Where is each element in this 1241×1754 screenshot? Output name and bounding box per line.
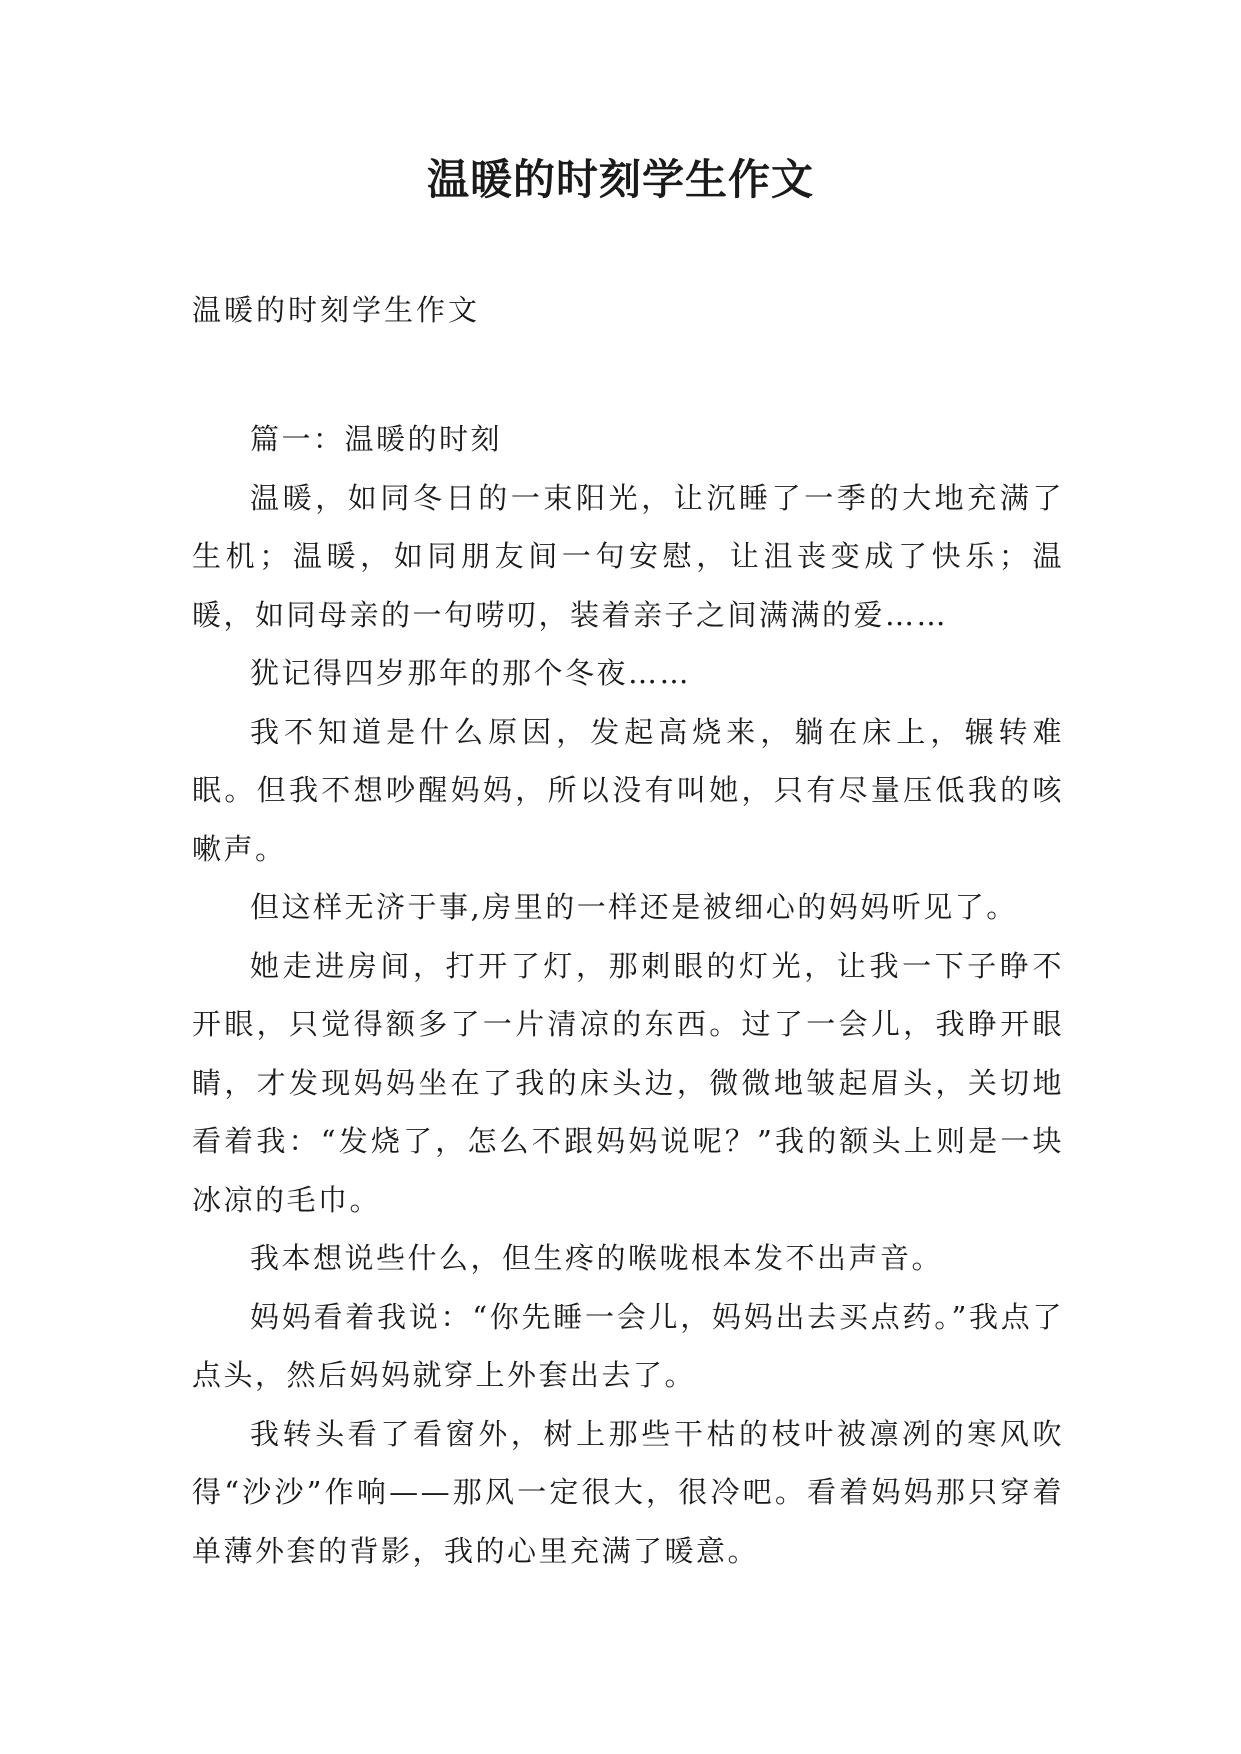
paragraph: 她走进房间，打开了灯，那刺眼的灯光，让我一下子睁不开眼，只觉得额多了一片清凉的东西。过了一会儿，我睁开眼睛，才发现妈妈坐在了我的床头边，微微地皱起眉头，关切地看着我：“发烧了，怎么不跟妈妈说呢？”我的额头上则是一块冰凉的毛巾。 xyxy=(192,948,1064,1217)
paragraph: 妈妈看着我说：“你先睡一会儿，妈妈出去买点药。”我点了点头，然后妈妈就穿上外套出去了。 xyxy=(192,1299,1064,1392)
paragraph: 犹记得四岁那年的那个冬夜…… xyxy=(250,656,692,690)
paragraph: 我转头看了看窗外，树上那些干枯的枝叶被凛冽的寒风吹得“沙沙”作响——那风一定很大，很冷吧。看着妈妈那只穿着单薄外套的背影，我的心里充满了暖意。 xyxy=(192,1416,1064,1568)
paragraph: 我不知道是什么原因，发起高烧来，躺在床上，辗转难眠。但我不想吵醒妈妈，所以没有叫她，只有尽量压低我的咳嗽声。 xyxy=(192,714,1064,866)
paragraph: 温暖，如同冬日的一束阳光，让沉睡了一季的大地充满了生机；温暖，如同朋友间一句安慰，让沮丧变成了快乐；温暖，如同母亲的一句唠叨，装着亲子之间满满的爱…… xyxy=(192,480,1064,632)
document-title: 温暖的时刻学生作文 xyxy=(426,155,814,204)
paragraph: 我本想说些什么，但生疼的喉咙根本发不出声音。 xyxy=(250,1241,944,1275)
document-body xyxy=(192,410,1064,1580)
paragraph: 篇一：温暖的时刻 xyxy=(250,422,503,456)
paragraph: 但这样无济于事,房里的一样还是被细心的妈妈听见了。 xyxy=(250,890,1018,924)
document-subtitle: 温暖的时刻学生作文 xyxy=(192,293,481,327)
